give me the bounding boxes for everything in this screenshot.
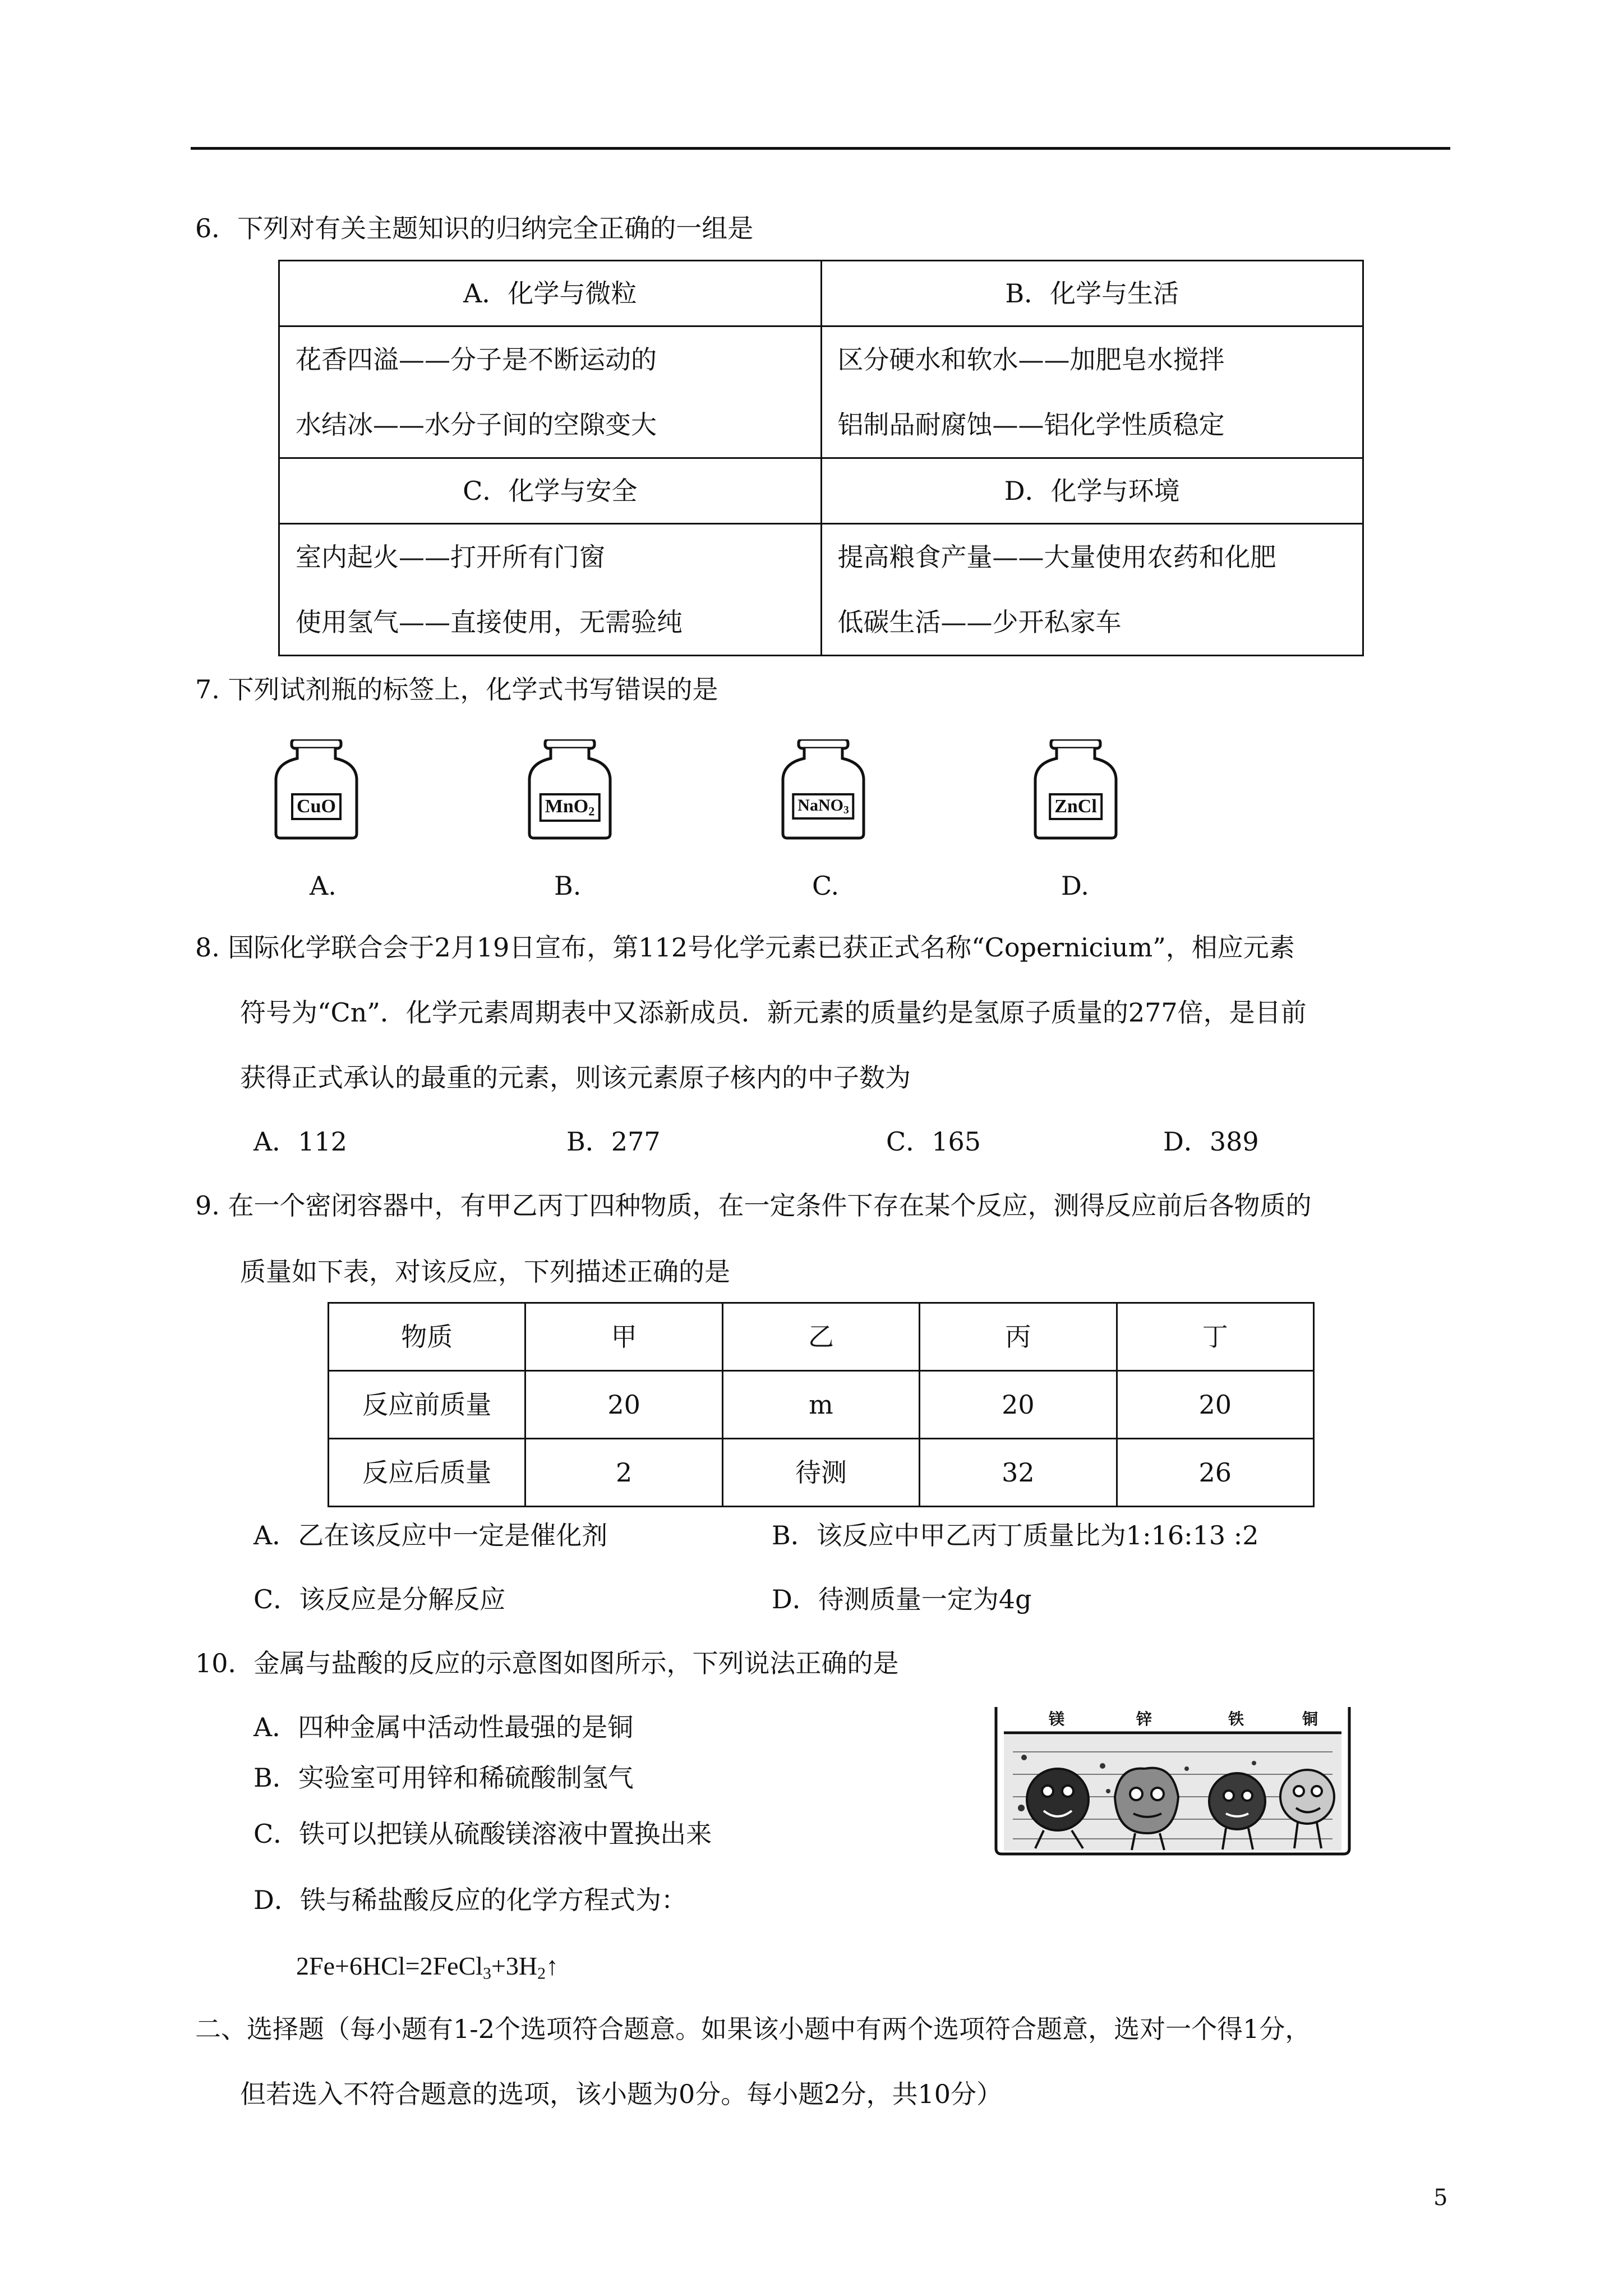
metal-acid-beaker-illustration xyxy=(990,1701,1355,1858)
q10-equation: $2Fe+6HCl=2FeCl_3+3H_2↑$ xyxy=(296,1952,559,1983)
q8-option-c: C．165 xyxy=(886,1126,981,1157)
q6-d-head: D．化学与环境 xyxy=(821,458,1363,524)
q6-a-body xyxy=(279,326,822,458)
table-cell: 乙 xyxy=(722,1303,919,1371)
bottle-mno2 xyxy=(525,739,615,840)
table-cell: 丁 xyxy=(1117,1303,1313,1371)
q6-c-line2: 使用氢气——直接使用，无需验纯 xyxy=(296,607,683,637)
q10-option-b: B．实验室可用锌和稀硫酸制氢气 xyxy=(253,1763,634,1793)
reagent-bottle-icon xyxy=(525,739,615,840)
q6-c-body xyxy=(279,524,822,656)
q7-option-d: D. xyxy=(1061,871,1089,901)
table-cell: 丙 xyxy=(920,1303,1117,1371)
table-cell: 26 xyxy=(1117,1439,1313,1507)
bottle-label-d: ZnCl xyxy=(1049,793,1103,820)
q9-option-c: C．该反应是分解反应 xyxy=(253,1584,506,1614)
reagent-bottle-icon xyxy=(271,739,361,840)
table-cell: 20 xyxy=(920,1371,1117,1439)
q6-d-body xyxy=(821,524,1363,656)
q8-option-a: A．112 xyxy=(253,1126,348,1157)
table-row xyxy=(329,1371,1314,1439)
table-cell: 20 xyxy=(1117,1371,1313,1439)
section2-line2: 但若选入不符合题意的选项，该小题为0分。每小题2分，共10分） xyxy=(240,2079,1003,2109)
q6-b-line2: 铝制品耐腐蚀——铝化学性质稳定 xyxy=(837,409,1225,440)
table-cell: 待测 xyxy=(722,1439,919,1507)
table-cell: 反应前质量 xyxy=(329,1371,525,1439)
table-cell: 20 xyxy=(525,1371,722,1439)
bottle-cuo xyxy=(271,739,361,840)
table-row xyxy=(329,1303,1314,1371)
q10-option-d: D．铁与稀盐酸反应的化学方程式为： xyxy=(253,1885,687,1915)
bottle-label-a: CuO xyxy=(291,793,342,820)
q9-line2: 质量如下表，对该反应，下列描述正确的是 xyxy=(240,1257,730,1287)
table-cell: 32 xyxy=(920,1439,1117,1507)
table-cell: 物质 xyxy=(329,1303,525,1371)
q6-c-line1: 室内起火——打开所有门窗 xyxy=(296,542,605,572)
q7-option-a: A. xyxy=(310,871,336,901)
bottle-zncl xyxy=(1031,739,1121,840)
q8-option-d: D．389 xyxy=(1163,1126,1259,1157)
metal-label-fe: 铁 xyxy=(1228,1710,1244,1728)
table-cell: 甲 xyxy=(525,1303,722,1371)
q6-d-line2: 低碳生活——少开私家车 xyxy=(837,607,1122,637)
table-row xyxy=(329,1439,1314,1507)
metal-label-mg: 镁 xyxy=(1049,1710,1065,1728)
section2-line1: 二、选择题（每小题有1-2个选项符合题意。如果该小题中有两个选项符合题意，选对一个得1分， xyxy=(195,2014,1311,2044)
q6-b-head: B．化学与生活 xyxy=(821,261,1363,326)
q6-c-head: C．化学与安全 xyxy=(279,458,822,524)
table-cell: m xyxy=(722,1371,919,1439)
q9-line1: 9. 在一个密闭容器中，有甲乙丙丁四种物质，在一定条件下存在某个反应，测得反应前后各物质的 xyxy=(195,1190,1312,1221)
metal-label-cu: 铜 xyxy=(1302,1710,1318,1728)
q6-d-line1: 提高粮食产量——大量使用农药和化肥 xyxy=(837,542,1276,572)
q8-option-b: B．277 xyxy=(566,1126,661,1157)
q7-stem: 7. 下列试剂瓶的标签上，化学式书写错误的是 xyxy=(195,674,718,705)
q6-a-line1: 花香四溢——分子是不断运动的 xyxy=(296,344,657,375)
q7-option-c: C. xyxy=(812,871,840,901)
page-number: 5 xyxy=(1433,2185,1448,2211)
q6-b-body xyxy=(821,326,1363,458)
q10-option-c: C．铁可以把镁从硫酸镁溶液中置换出来 xyxy=(253,1819,712,1849)
q6-stem: 6．下列对有关主题知识的归纳完全正确的一组是 xyxy=(195,213,754,243)
q9-option-a: A．乙在该反应中一定是催化剂 xyxy=(253,1520,608,1550)
q9-option-d: D．待测质量一定为4g xyxy=(772,1584,1032,1614)
q8-line2: 符号为“Cn”．化学元素周期表中又添新成员．新元素的质量约是氢原子质量的277倍，是目前 xyxy=(240,997,1307,1028)
bottle-label-c: NaNO$_3$ xyxy=(792,793,854,820)
q10-option-a: A．四种金属中活动性最强的是铜 xyxy=(253,1712,634,1742)
reagent-bottle-icon xyxy=(1031,739,1121,840)
reagent-bottle-icon xyxy=(778,739,868,840)
q8-line3: 获得正式承认的最重的元素，则该元素原子核内的中子数为 xyxy=(240,1062,911,1093)
table-cell: 反应后质量 xyxy=(329,1439,525,1507)
bottle-nano3 xyxy=(778,739,868,840)
metal-label-zn: 锌 xyxy=(1136,1710,1152,1728)
q7-option-b: B. xyxy=(554,871,582,901)
q8-line1: 8. 国际化学联合会于2月19日宣布，第112号化学元素已获正式名称“Copernicium”，相应元素 xyxy=(195,932,1295,963)
q6-table xyxy=(278,260,1364,656)
bottle-label-b: MnO$_2$ xyxy=(540,793,601,822)
q6-b-line1: 区分硬水和软水——加肥皂水搅拌 xyxy=(837,344,1225,375)
q9-table xyxy=(328,1302,1315,1507)
q10-stem: 10．金属与盐酸的反应的示意图如图所示，下列说法正确的是 xyxy=(195,1648,899,1678)
q6-a-head: A．化学与微粒 xyxy=(279,261,822,326)
q9-option-b: B．该反应中甲乙丙丁质量比为1:16:13 :2 xyxy=(772,1520,1259,1550)
table-cell: 2 xyxy=(525,1439,722,1507)
beaker-icon xyxy=(990,1701,1355,1858)
q6-a-line2: 水结冰——水分子间的空隙变大 xyxy=(296,409,657,440)
header-rule xyxy=(191,147,1450,150)
